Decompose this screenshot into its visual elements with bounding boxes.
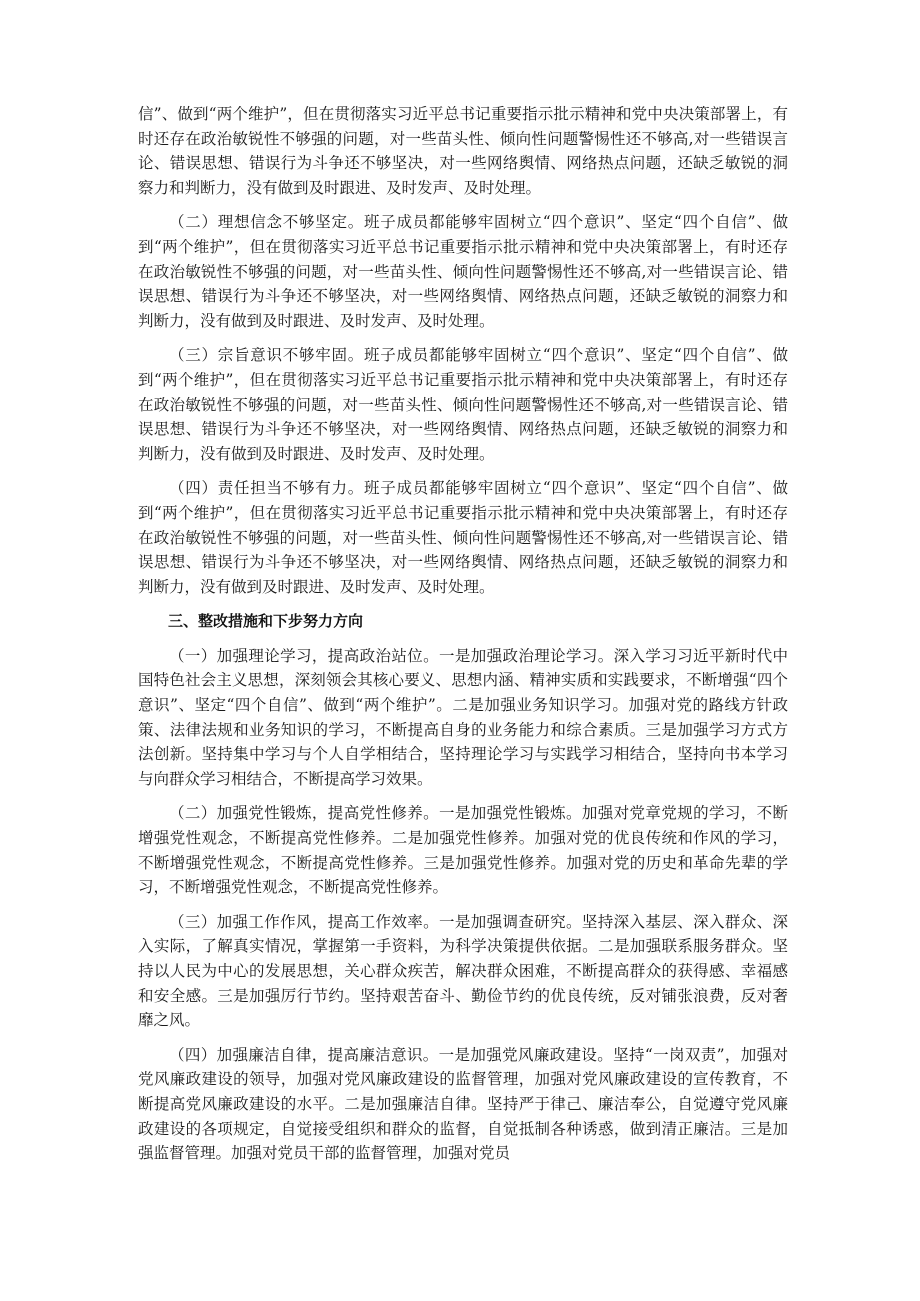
paragraph-responsibility: （四）责任担当不够有力。班子成员都能够牢固树立“四个意识”、坚定“四个自信”、做到“两个维护”，但在贯彻落实习近平总书记重要指示批示精神和党中央决策部署上，有时还存在政治敏锐性不够强的问题，对一些苗头性、倾向性问题警惕性还不够高,对一些错误言论、错误思想、错误行为斗争还不够坚决，对一些网络舆情、网络热点问题，还缺乏敏锐的洞察力和判断力，没有做到及时跟进、及时发声、及时处理。 xyxy=(138,479,788,596)
document-page xyxy=(138,102,788,1176)
paragraph-work-style: （三）加强工作作风，提高工作效率。一是加强调查研究。坚持深入基层、深入群众、深入实际，了解真实情况，掌握第一手资料，为科学决策提供依据。二是加强联系服务群众。坚持以人民为中心的发展思想，关心群众疾苦，解决群众困难，不断提高群众的获得感、幸福感和安全感。三是加强厉行节约。坚持艰苦奋斗、勤俭节约的优良传统，反对铺张浪费，反对奢靡之风。 xyxy=(138,912,788,1030)
paragraph-purpose-awareness: （三）宗旨意识不够牢固。班子成员都能够牢固树立“四个意识”、坚定“四个自信”、做到“两个维护”，但在贯彻落实习近平总书记重要指示批示精神和党中央决策部署上，有时还存在政治敏锐性不够强的问题，对一些苗头性、倾向性问题警惕性还不够高,对一些错误言论、错误思想、错误行为斗争还不够坚决，对一些网络舆情、网络热点问题，还缺乏敏锐的洞察力和判断力，没有做到及时跟进、及时发声、及时处理。 xyxy=(138,346,788,463)
section-heading: 三、整改措施和下步努力方向 xyxy=(168,612,364,631)
paragraph-party-spirit: （二）加强党性锻炼，提高党性修养。一是加强党性锻炼。加强对党章党规的学习，不断增强党性观念，不断提高党性修养。二是加强党性修养。加强对党的优良传统和作风的学习，不断增强党性观念，不断提高党性修养。三是加强党性修养。加强对党的历史和革命先辈的学习，不断增强党性观念，不断提高党性修养。 xyxy=(138,804,788,897)
paragraph-integrity: （四）加强廉洁自律，提高廉洁意识。一是加强党风廉政建设。坚持“一岗双责”，加强对党风廉政建设的领导，加强对党风廉政建设的监督管理，加强对党风廉政建设的宣传教育，不断提高党风廉政建设的水平。二是加强廉洁自律。坚持严于律己、廉洁奉公，自觉遵守党风廉政建设的各项规定，自觉接受组织和群众的监督，自觉抵制各种诱惑，做到清正廉洁。三是加强监督管理。加强对党员干部的监督管理，加强对党员 xyxy=(138,1045,788,1163)
paragraph-continuation: 信”、做到“两个维护”，但在贯彻落实习近平总书记重要指示批示精神和党中央决策部署上，有时还存在政治敏锐性不够强的问题，对一些苗头性、倾向性问题警惕性还不够高,对一些错误言论、错误思想、错误行为斗争还不够坚决，对一些网络舆情、网络热点问题，还缺乏敏锐的洞察力和判断力，没有做到及时跟进、及时发声、及时处理。 xyxy=(138,105,788,197)
paragraph-theory-study: （一）加强理论学习，提高政治站位。一是加强政治理论学习。深入学习习近平新时代中国特色社会主义思想，深刻领会其核心要义、思想内涵、精神实质和实践要求，不断增强“四个意识”、坚定“四个自信”、做到“两个维护”。二是加强业务知识学习。加强对党的路线方针政策、法律法规和业务知识的学习，不断提高自身的业务能力和综合素质。三是加强学习方式方法创新。坚持集中学习与个人自学相结合，坚持理论学习与实践学习相结合，坚持向书本学习与向群众学习相结合，不断提高学习效果。 xyxy=(138,646,788,788)
paragraph-ideals-beliefs: （二）理想信念不够坚定。班子成员都能够牢固树立“四个意识”、坚定“四个自信”、做到“两个维护”，但在贯彻落实习近平总书记重要指示批示精神和党中央决策部署上，有时还存在政治敏锐性不够强的问题，对一些苗头性、倾向性问题警惕性还不够高,对一些错误言论、错误思想、错误行为斗争还不够坚决，对一些网络舆情、网络热点问题，还缺乏敏锐的洞察力和判断力，没有做到及时跟进、及时发声、及时处理。 xyxy=(138,213,788,330)
